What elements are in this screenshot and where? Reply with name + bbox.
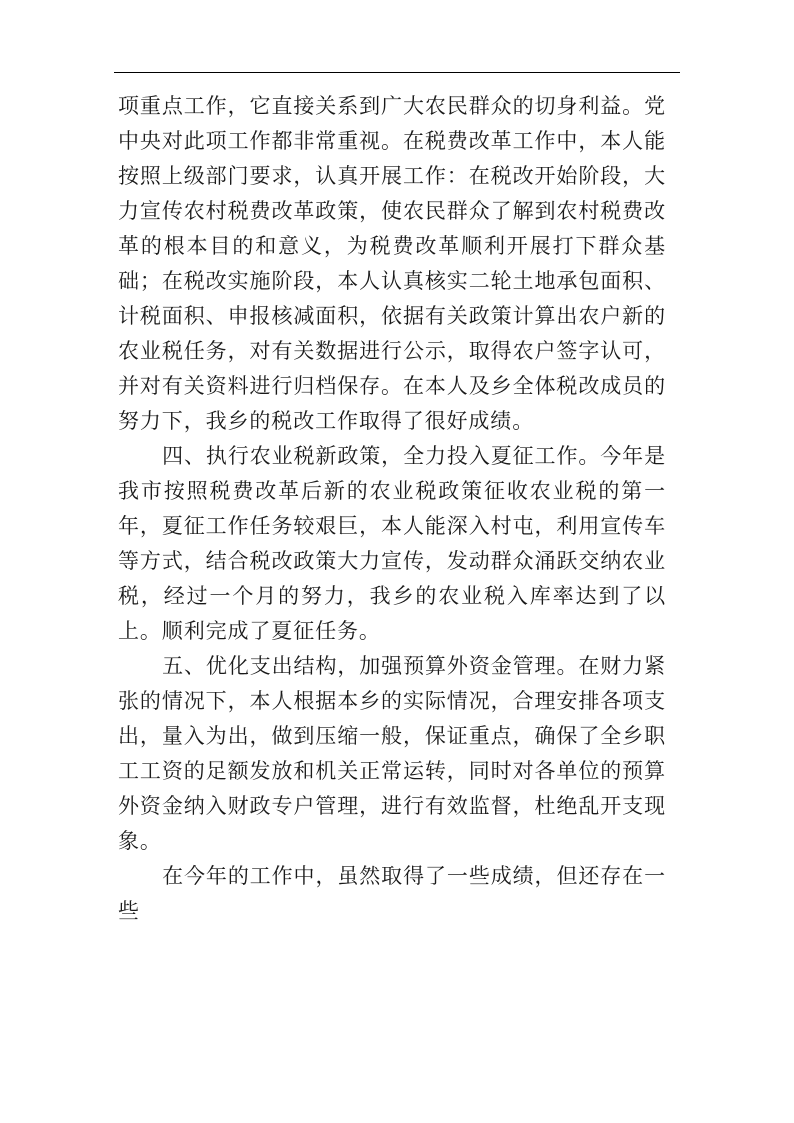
- header-rule: [114, 72, 680, 73]
- paragraph-conclusion-start: 在今年的工作中，虽然取得了一些成绩，但还存在一些: [118, 864, 666, 923]
- body-text: [118, 89, 666, 929]
- paragraph-expenditure-structure: 五、优化支出结构，加强预算外资金管理。在财力紧张的情况下，本人根据本乡的实际情况，合理安排各项支出，量入为出，做到压缩一般，保证重点，确保了全乡职工工资的足额发放和机关正常运转，同时对各单位的预算外资金纳入财政专户管理，进行有效监督，杜绝乱开支现象。: [118, 654, 666, 853]
- paragraph-tax-reform-continued: 项重点工作，它直接关系到广大农民群众的切身利益。党中央对此项工作都非常重视。在税费改革工作中，本人能按照上级部门要求，认真开展工作：在税改开始阶段，大力宣传农村税费改革政策，使农民群众了解到农村税费改革的根本目的和意义，为税费改革顺利开展打下群众基础；在税改实施阶段，本人认真核实二轮土地承包面积、计税面积、申报核减面积，依据有关政策计算出农户新的农业税任务，对有关数据进行公示，取得农户签字认可，并对有关资料进行归档保存。在本人及乡全体税改成员的努力下，我乡的税改工作取得了很好成绩。: [118, 94, 666, 433]
- paragraph-agricultural-tax: 四、执行农业税新政策，全力投入夏征工作。今年是我市按照税费改革后新的农业税政策征收农业税的第一年，夏征工作任务较艰巨，本人能深入村屯，利用宣传车等方式，结合税改政策大力宣传，发动群众涌跃交纳农业税，经过一个月的努力，我乡的农业税入库率达到了以上。顺利完成了夏征任务。: [118, 444, 666, 643]
